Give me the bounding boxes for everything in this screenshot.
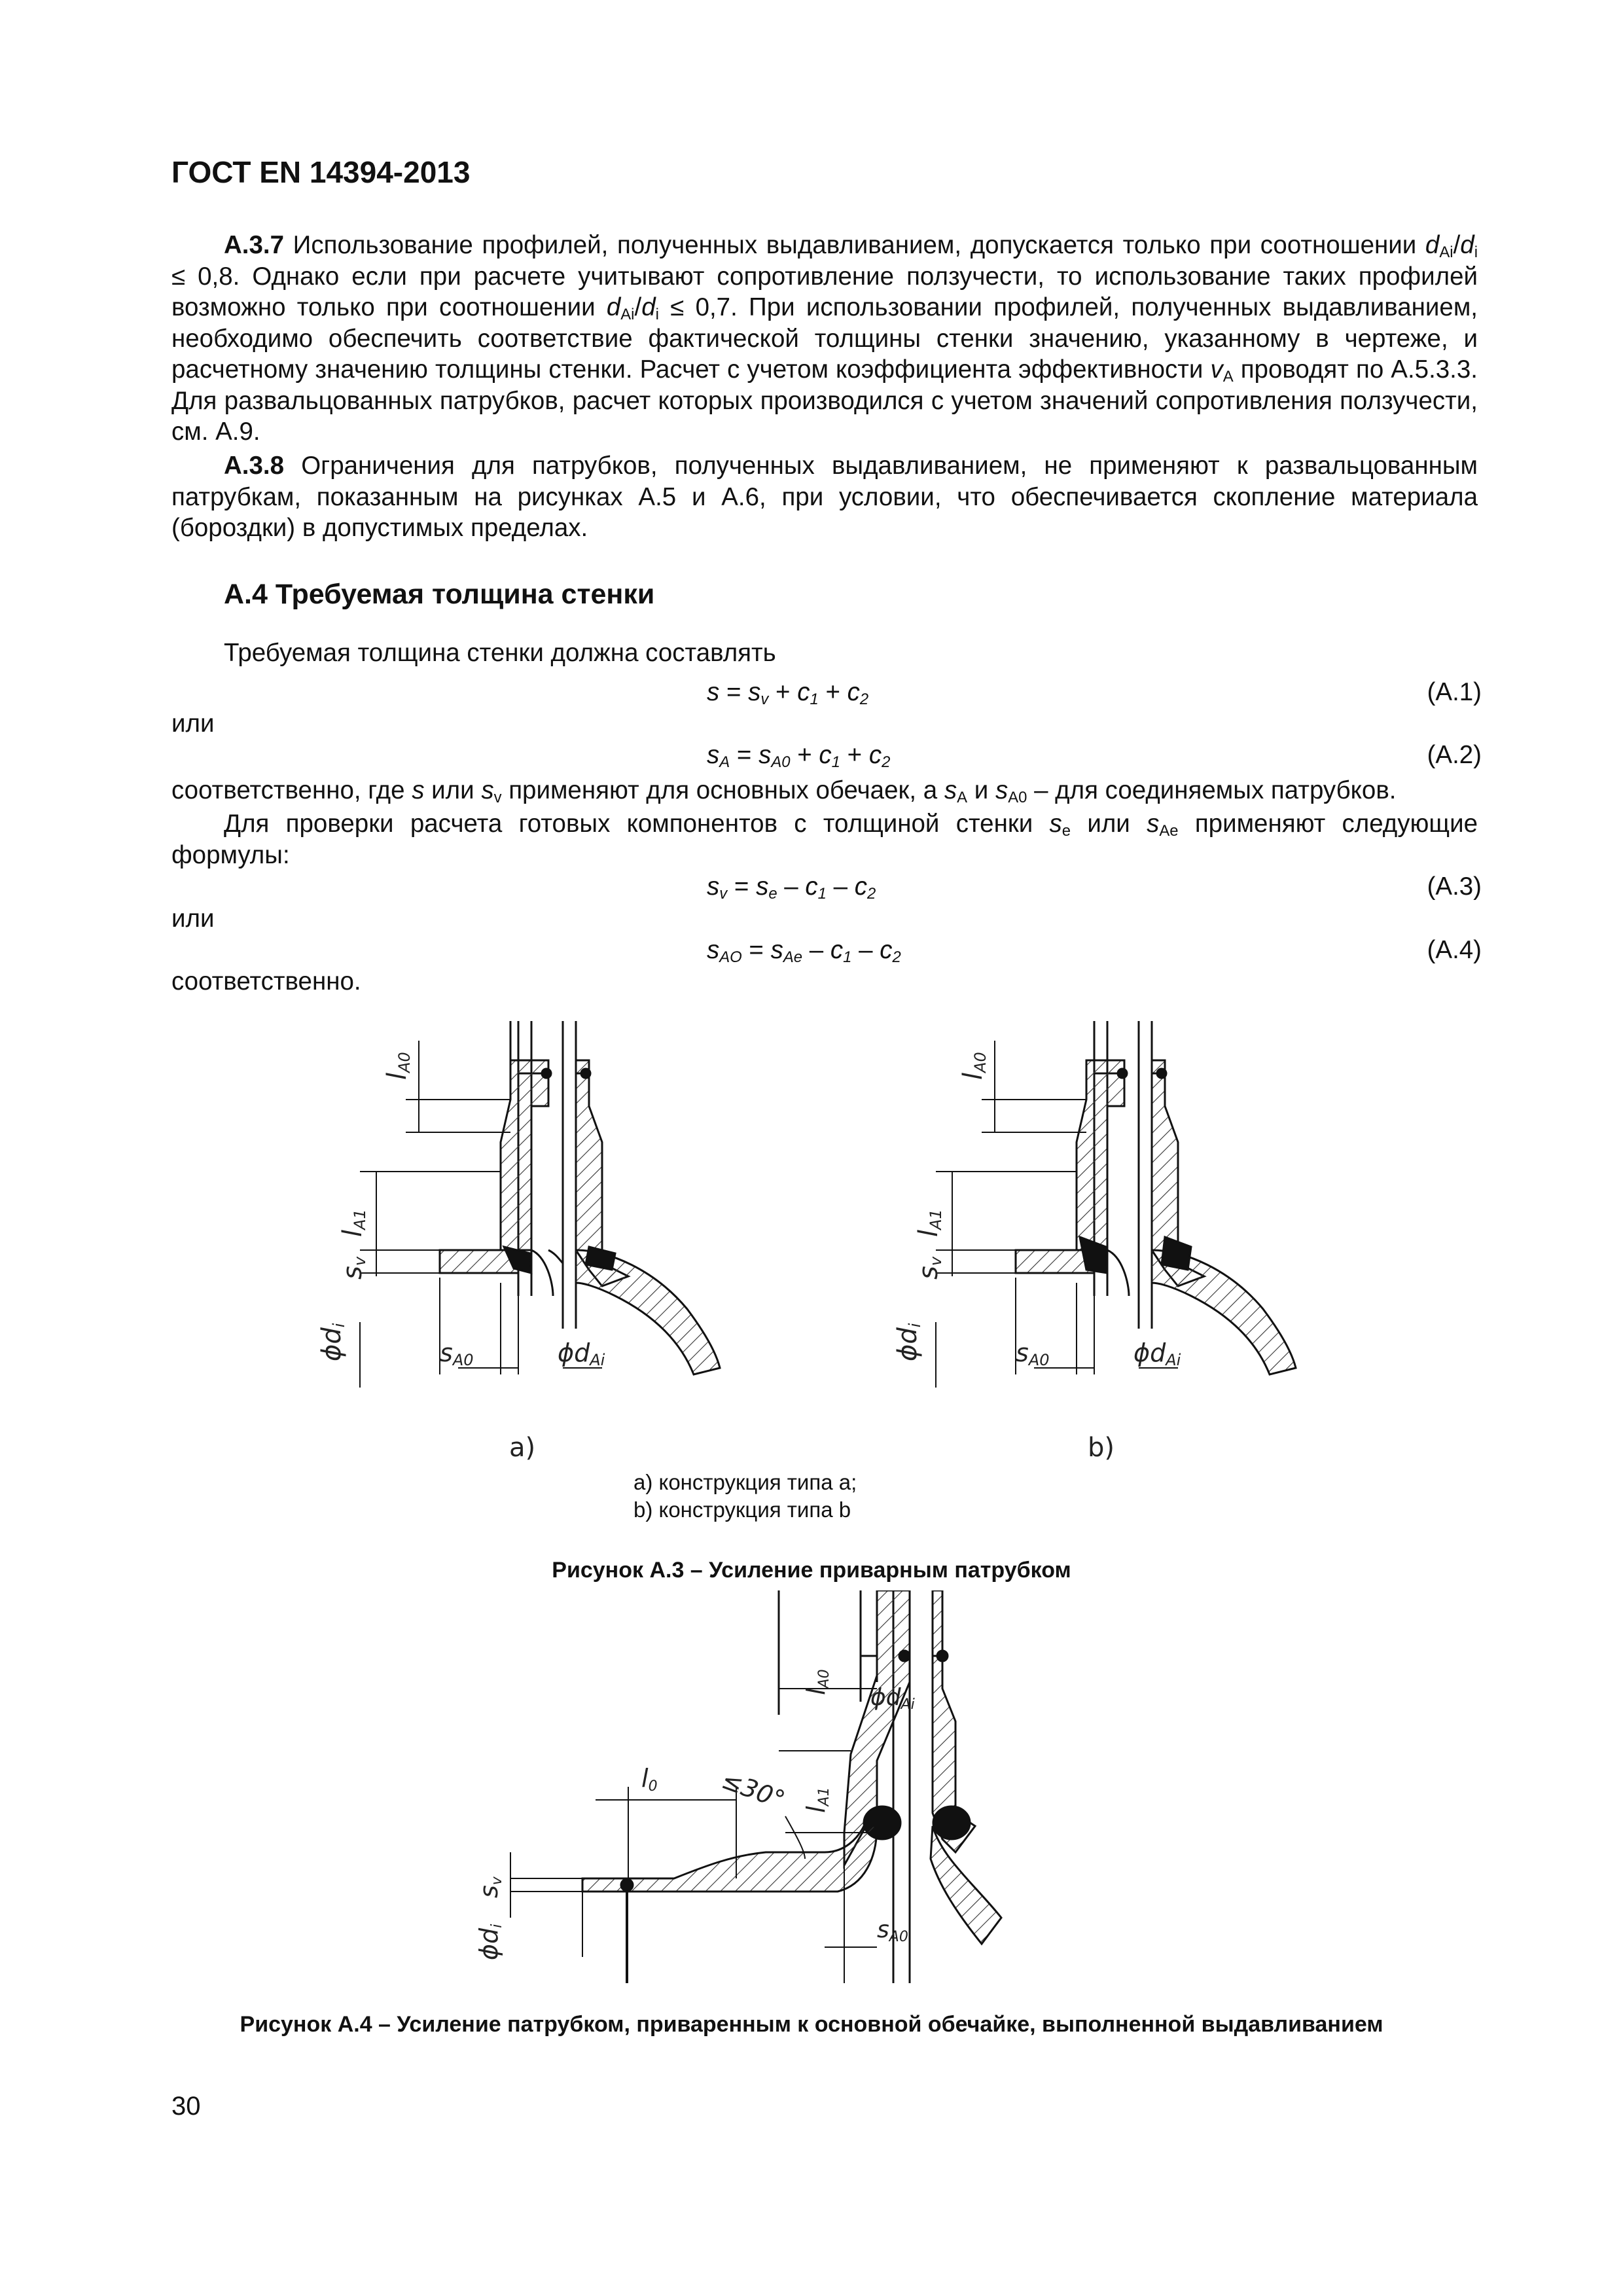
label-la0: lA0 <box>382 1052 414 1080</box>
page-number: 30 <box>171 2092 201 2121</box>
label-sv: sv <box>474 1876 505 1898</box>
label-sv: sv <box>914 1256 945 1280</box>
or-text: или <box>171 709 215 738</box>
clause-number: А.3.7 <box>224 231 285 259</box>
label-sa0: sA0 <box>440 1338 474 1369</box>
respectively-text: соответственно, где s или $s_v$ применяют для основных обечаек, а $s_A$ и $s_{A0}$ – для соединяемых патрубков. <box>171 776 1397 806</box>
equation-number: (А.3) <box>1427 872 1482 901</box>
label-la1: lA1 <box>914 1209 945 1237</box>
label-phid: ϕdi <box>474 1924 505 1960</box>
subfigure-a-label: a) <box>509 1433 536 1463</box>
equation-a2: $s_A = s_{A0} + c_1 + c_2$ <box>707 741 891 771</box>
note-b: b) конструкция типа b <box>633 1498 851 1522</box>
respectively-text: соответственно. <box>171 967 361 996</box>
label-la0: lA0 <box>958 1052 990 1080</box>
label-la0: lA0 <box>802 1669 832 1695</box>
equation-number: (А.4) <box>1427 936 1482 964</box>
clause-number: А.3.8 <box>224 452 285 480</box>
label-sa0: sA0 <box>877 1916 908 1945</box>
equation-number: (А.2) <box>1427 741 1482 769</box>
label-phidai: ϕdAi <box>1133 1338 1181 1369</box>
figure-a4-caption: Рисунок А.4 – Усиление патрубком, приваренным к основной обечайке, выполненной выдавливанием <box>240 2012 1383 2037</box>
equation-a4: $s_{AO} = s_{Ae} - c_1 - c_2$ <box>707 936 901 966</box>
label-sa0: sA0 <box>1016 1338 1050 1369</box>
label-la1: lA1 <box>338 1209 369 1237</box>
figure-a4-drawing <box>458 1590 1191 1996</box>
check-text: Для проверки расчета готовых компонентов с толщиной стенки $s_e$ или $s_{Ae}$ применяют следующие формулы: <box>171 810 1478 869</box>
or-text: или <box>171 905 215 933</box>
construction-b <box>936 1021 1296 1388</box>
equation-number: (А.1) <box>1427 678 1482 706</box>
document-header: ГОСТ EN 14394-2013 <box>171 155 471 189</box>
label-phidai: ϕdAi <box>558 1338 605 1369</box>
label-phid: ϕdi <box>317 1323 348 1361</box>
paragraph-a37: А.3.7 Использование профилей, полученных выдавливанием, допускается только при соотношении $d_{Ai}/d_i \le 0,8$. Однако если при расчете учитывают сопротивление ползучести, то использование таких профилей возможно только при соотношении $d_{Ai}/d_i \le 0,7$. При использовании профилей, полученных выдавливанием, необходимо обеспечить соответствие фактической толщины стенки значению, указанному в чертеже, и расчетному значению толщины стенки. Расчет с учетом коэффициента эффективности $v_A$ проводят по А.5.3.3. Для развальцованных патрубков, расчет которых производился с учетом значений сопротивления ползучести, см. А.9. <box>171 231 1478 446</box>
label-phid: ϕdi <box>893 1323 924 1361</box>
label-angle: ≤30° <box>717 1765 789 1815</box>
intro-text: Требуемая толщина стенки должна составлять <box>224 639 776 667</box>
equation-a3: $s_v = s_e - c_1 - c_2$ <box>707 872 876 903</box>
construction-a <box>360 1021 720 1388</box>
label-phidai: ϕdAi <box>870 1684 915 1713</box>
subfigure-b-label: b) <box>1088 1433 1115 1463</box>
section-heading: А.4 Требуемая толщина стенки <box>224 579 655 610</box>
figure-a3-caption: Рисунок А.3 – Усиление приварным патрубком <box>552 1558 1071 1583</box>
equation-a1: $s = s_v + c_1 + c_2$ <box>707 678 869 708</box>
label-l0: l0 <box>641 1764 658 1795</box>
note-a: a) конструкция типа a; <box>633 1470 857 1494</box>
paragraph-a38: А.3.8 Ограничения для патрубков, полученных выдавливанием, не применяют к развальцованным патрубкам, показанным на рисунках А.5 и А.6, при условии, что обеспечивается скопление материала (бороздки) в допустимых пределах. <box>171 452 1478 542</box>
figure-a3-drawing <box>288 1021 1387 1492</box>
label-la1: lA1 <box>802 1787 832 1813</box>
label-sv: sv <box>338 1256 369 1280</box>
